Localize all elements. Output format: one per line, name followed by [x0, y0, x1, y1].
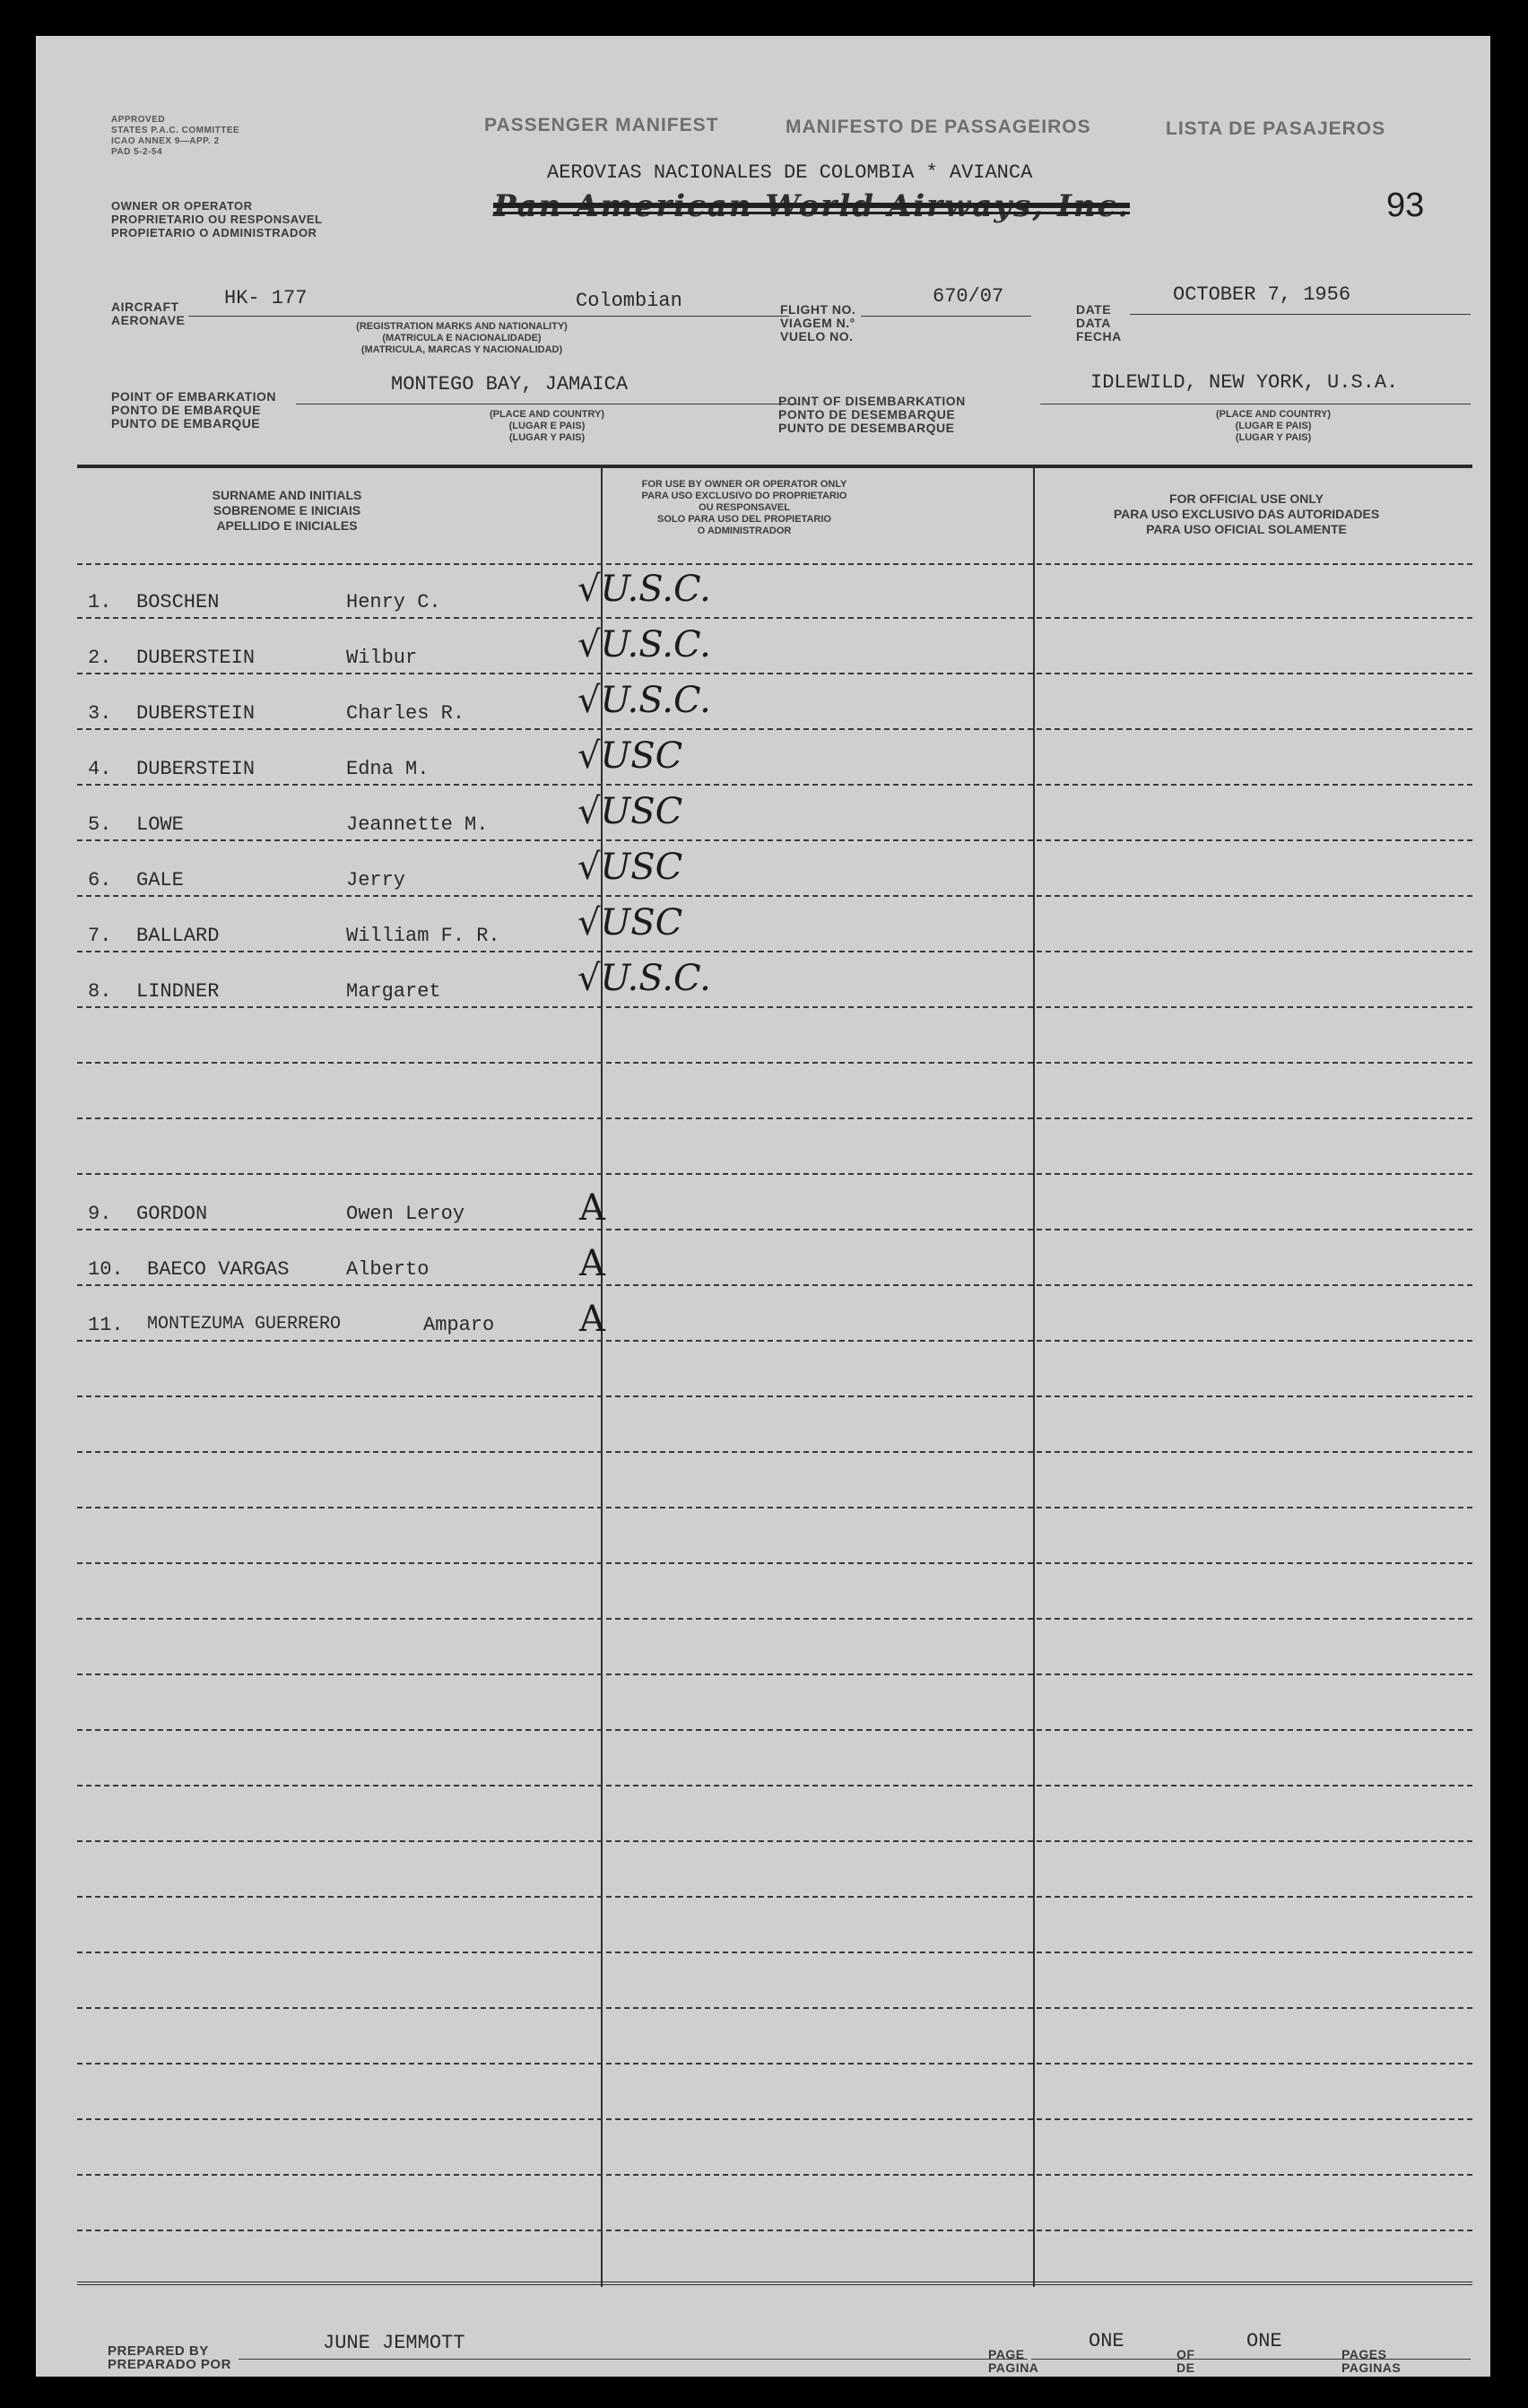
mark-text: U.S.C.: [600, 680, 711, 721]
usc-mark: √USC: [577, 847, 683, 888]
row-rule: [77, 1896, 1472, 1898]
surname: BOSCHEN: [136, 591, 220, 613]
approval-line: ICAO ANNEX 9—APP. 2: [111, 136, 220, 146]
date-label-pt: DATA: [1076, 316, 1111, 330]
owner-label-es: PROPIETARIO O ADMINISTRADOR: [111, 226, 317, 239]
row-number: 10.: [88, 1258, 124, 1281]
row-rule: [77, 1006, 1472, 1008]
nationality-value: Colombian: [576, 290, 682, 312]
prepared-rule: [239, 2359, 1028, 2360]
given-name: Henry C.: [346, 591, 441, 613]
usc-mark: √U.S.C.: [577, 624, 711, 665]
aircraft-label-pt: AERONAVE: [111, 313, 186, 327]
pages-label: [1341, 2348, 1401, 2375]
given-name: Charles R.: [346, 702, 465, 725]
flight-label-es: VUELO NO.: [780, 329, 854, 343]
col3-header: [1040, 491, 1453, 537]
row-number: 2.: [88, 647, 112, 669]
given-name: Wilbur: [346, 647, 418, 669]
operator-name: AEROVIAS NACIONALES DE COLOMBIA * AVIANCA: [547, 161, 1033, 184]
struck-operator-text: Pan American World Airways, Inc.: [493, 188, 1131, 224]
disembark-value: IDLEWILD, NEW YORK, U.S.A.: [1090, 371, 1399, 394]
caption-line: (MATRICULA E NACIONALIDADE): [382, 333, 542, 343]
row-number: 11.: [88, 1314, 124, 1336]
row-rule: [77, 1729, 1472, 1731]
header-line: OU RESPONSAVEL: [699, 502, 790, 513]
date-label-es: FECHA: [1076, 329, 1122, 343]
row-rule: [77, 1173, 1472, 1175]
title-manifesto: MANIFESTO DE PASSAGEIROS: [786, 117, 1091, 137]
of-label-es: DE: [1176, 2360, 1195, 2375]
row-number: 6.: [88, 869, 112, 891]
row-rule: [77, 1117, 1472, 1119]
embark-value: MONTEGO BAY, JAMAICA: [391, 373, 629, 396]
row-rule: [77, 2063, 1472, 2065]
struck-operator-stamp: [493, 188, 1130, 224]
owner-label: [111, 199, 323, 239]
page-label: [988, 2348, 1038, 2375]
row-number: 3.: [88, 702, 112, 725]
title-passenger-manifest: PASSENGER MANIFEST: [484, 115, 719, 135]
approval-block: [111, 115, 239, 158]
column-divider: [1033, 465, 1035, 2287]
row-number: 7.: [88, 925, 112, 947]
row-rule: [77, 1062, 1472, 1064]
owner-label-en: OWNER OR OPERATOR: [111, 199, 253, 213]
mark-text: USC: [600, 902, 683, 943]
table-top-rule: [77, 465, 1472, 468]
a-mark: A: [579, 1299, 605, 1340]
flight-rule: [861, 316, 1031, 317]
caption-line: (PLACE AND COUNTRY): [489, 409, 605, 420]
row-number: 9.: [88, 1203, 112, 1225]
row-rule: [77, 1952, 1472, 1953]
usc-mark: √USC: [577, 791, 683, 832]
strike-overlay: [493, 203, 1130, 208]
given-name: Jeannette M.: [346, 813, 489, 836]
row-rule: [77, 728, 1472, 730]
surname: LOWE: [136, 813, 184, 836]
embark-label-en: POINT OF EMBARKATION: [111, 389, 276, 404]
col1-header: [143, 488, 430, 534]
embark-place-caption: [448, 409, 646, 444]
a-mark: A: [579, 1243, 605, 1284]
caption-line: (LUGAR Y PAIS): [508, 432, 586, 443]
approval-line: PAD 5-2-54: [111, 147, 163, 157]
header-line: PARA USO EXCLUSIVO DAS AUTORIDADES: [1113, 507, 1380, 521]
row-rule: [77, 895, 1472, 897]
disembark-place-caption: [1166, 409, 1381, 444]
mark-text: U.S.C.: [600, 958, 711, 999]
table-bottom-rule: [77, 2282, 1472, 2285]
row-rule: [77, 1284, 1472, 1286]
caption-line: (LUGAR E PAIS): [508, 421, 586, 431]
usc-mark: √USC: [577, 902, 683, 943]
col2-header: [610, 479, 879, 537]
a-mark: A: [579, 1187, 605, 1229]
surname: DUBERSTEIN: [136, 647, 256, 669]
row-number: 4.: [88, 758, 112, 780]
given-name: Jerry: [346, 869, 406, 891]
surname: BALLARD: [136, 925, 220, 947]
row-rule: [77, 1451, 1472, 1453]
caption-line: (LUGAR E PAIS): [1235, 421, 1312, 431]
embark-label-pt: PONTO DE EMBARQUE: [111, 403, 261, 417]
row-rule: [77, 1395, 1472, 1397]
header-line: FOR OFFICIAL USE ONLY: [1169, 491, 1324, 506]
row-rule: [77, 1673, 1472, 1675]
mark-text: U.S.C.: [600, 624, 711, 665]
mark-text: USC: [600, 847, 683, 888]
disembark-label-es: PUNTO DE DESEMBARQUE: [778, 421, 955, 435]
row-rule: [77, 1840, 1472, 1842]
embark-label: [111, 390, 276, 430]
row-number: 1.: [88, 591, 112, 613]
disembark-label-en: POINT OF DISEMBARKATION: [778, 394, 966, 408]
row-rule: [77, 617, 1472, 619]
date-rule: [1130, 314, 1471, 315]
flight-value: 670/07: [933, 285, 1004, 308]
header-line: PARA USO EXCLUSIVO DO PROPRIETARIO: [641, 491, 847, 501]
row-rule: [77, 2007, 1472, 2009]
prepared-value: JUNE JEMMOTT: [323, 2332, 465, 2354]
date-value: OCTOBER 7, 1956: [1173, 283, 1351, 306]
row-number: 5.: [88, 813, 112, 836]
aircraft-value: HK- 177: [224, 287, 308, 309]
row-rule: [77, 1562, 1472, 1564]
row-rule: [77, 1229, 1472, 1230]
aircraft-label: [111, 300, 185, 327]
aircraft-label-en: AIRCRAFT: [111, 300, 179, 314]
disembark-label: [778, 395, 966, 435]
page-rule: [1031, 2359, 1471, 2360]
usc-mark: √U.S.C.: [577, 958, 711, 999]
pages-label-es: PAGINAS: [1341, 2360, 1402, 2375]
approval-line: STATES P.A.C. COMMITTEE: [111, 126, 240, 135]
given-name: William F. R.: [346, 925, 500, 947]
given-name: Amparo: [423, 1314, 495, 1336]
surname: MONTEZUMA GUERRERO: [147, 1314, 342, 1334]
header-line: PARA USO OFICIAL SOLAMENTE: [1146, 522, 1347, 536]
row-rule: [77, 1785, 1472, 1786]
row-rule: [77, 1507, 1472, 1508]
strike-overlay: [493, 212, 1130, 214]
row-rule: [77, 784, 1472, 786]
mark-text: USC: [600, 791, 683, 832]
flight-label-en: FLIGHT NO.: [780, 302, 856, 317]
page-label-es: PAGINA: [988, 2360, 1039, 2375]
pages-label-en: PAGES: [1341, 2347, 1387, 2361]
approval-line: APPROVED: [111, 115, 166, 125]
owner-label-pt: PROPRIETARIO OU RESPONSAVEL: [111, 213, 323, 226]
row-rule: [77, 2230, 1472, 2231]
header-line: O ADMINISTRADOR: [697, 526, 792, 536]
row-number: 8.: [88, 980, 112, 1003]
aircraft-rule: [188, 316, 789, 317]
surname: GALE: [136, 869, 184, 891]
header-line: SURNAME AND INITIALS: [212, 488, 362, 502]
row-rule: [77, 1340, 1472, 1342]
date-label: [1076, 303, 1122, 343]
usc-mark: √USC: [577, 735, 683, 777]
page-label-en: PAGE: [988, 2347, 1025, 2361]
given-name: Alberto: [346, 1258, 430, 1281]
of-value: ONE: [1246, 2330, 1282, 2352]
of-label-en: OF: [1176, 2347, 1195, 2361]
given-name: Margaret: [346, 980, 441, 1003]
surname: DUBERSTEIN: [136, 758, 256, 780]
title-lista: LISTA DE PASAJEROS: [1166, 118, 1386, 139]
surname: LINDNER: [136, 980, 220, 1003]
header-line: SOBRENOME E INICIAIS: [213, 503, 361, 517]
mark-text: U.S.C.: [600, 569, 711, 610]
mark-text: USC: [600, 735, 683, 777]
row-rule: [77, 2118, 1472, 2120]
caption-line: (LUGAR Y PAIS): [1235, 432, 1312, 443]
flight-label: [780, 303, 855, 343]
header-line: APELLIDO E INICIALES: [216, 518, 358, 533]
header-line: SOLO PARA USO DEL PROPIETARIO: [657, 514, 831, 525]
prepared-label: [108, 2344, 231, 2371]
surname: BAECO VARGAS: [147, 1258, 290, 1281]
prepared-label-es: PREPARADO POR: [108, 2357, 231, 2372]
page-number: 93: [1386, 187, 1425, 224]
given-name: Owen Leroy: [346, 1203, 465, 1225]
caption-line: (PLACE AND COUNTRY): [1215, 409, 1332, 420]
registration-caption: [314, 321, 610, 356]
date-label-en: DATE: [1076, 302, 1112, 317]
surname: GORDON: [136, 1203, 208, 1225]
usc-mark: √U.S.C.: [577, 680, 711, 721]
given-name: Edna M.: [346, 758, 430, 780]
row-rule: [77, 951, 1472, 952]
caption-line: (MATRICULA, MARCAS Y NACIONALIDAD): [360, 344, 563, 355]
row-rule: [77, 2174, 1472, 2176]
embark-label-es: PUNTO DE EMBARQUE: [111, 416, 261, 430]
disembark-label-pt: PONTO DE DESEMBARQUE: [778, 407, 956, 422]
page-value: ONE: [1089, 2330, 1124, 2352]
surname: DUBERSTEIN: [136, 702, 256, 725]
header-rule: [77, 563, 1472, 565]
row-rule: [77, 1618, 1472, 1620]
caption-line: (REGISTRATION MARKS AND NATIONALITY): [356, 321, 568, 332]
prepared-label-en: PREPARED BY: [108, 2343, 209, 2359]
row-rule: [77, 673, 1472, 674]
usc-mark: √U.S.C.: [577, 569, 711, 610]
header-line: FOR USE BY OWNER OR OPERATOR ONLY: [641, 479, 847, 490]
of-label: [1176, 2348, 1194, 2375]
row-rule: [77, 839, 1472, 841]
flight-label-pt: VIAGEM N.°: [780, 316, 855, 330]
manifest-sheet: [36, 36, 1490, 2377]
